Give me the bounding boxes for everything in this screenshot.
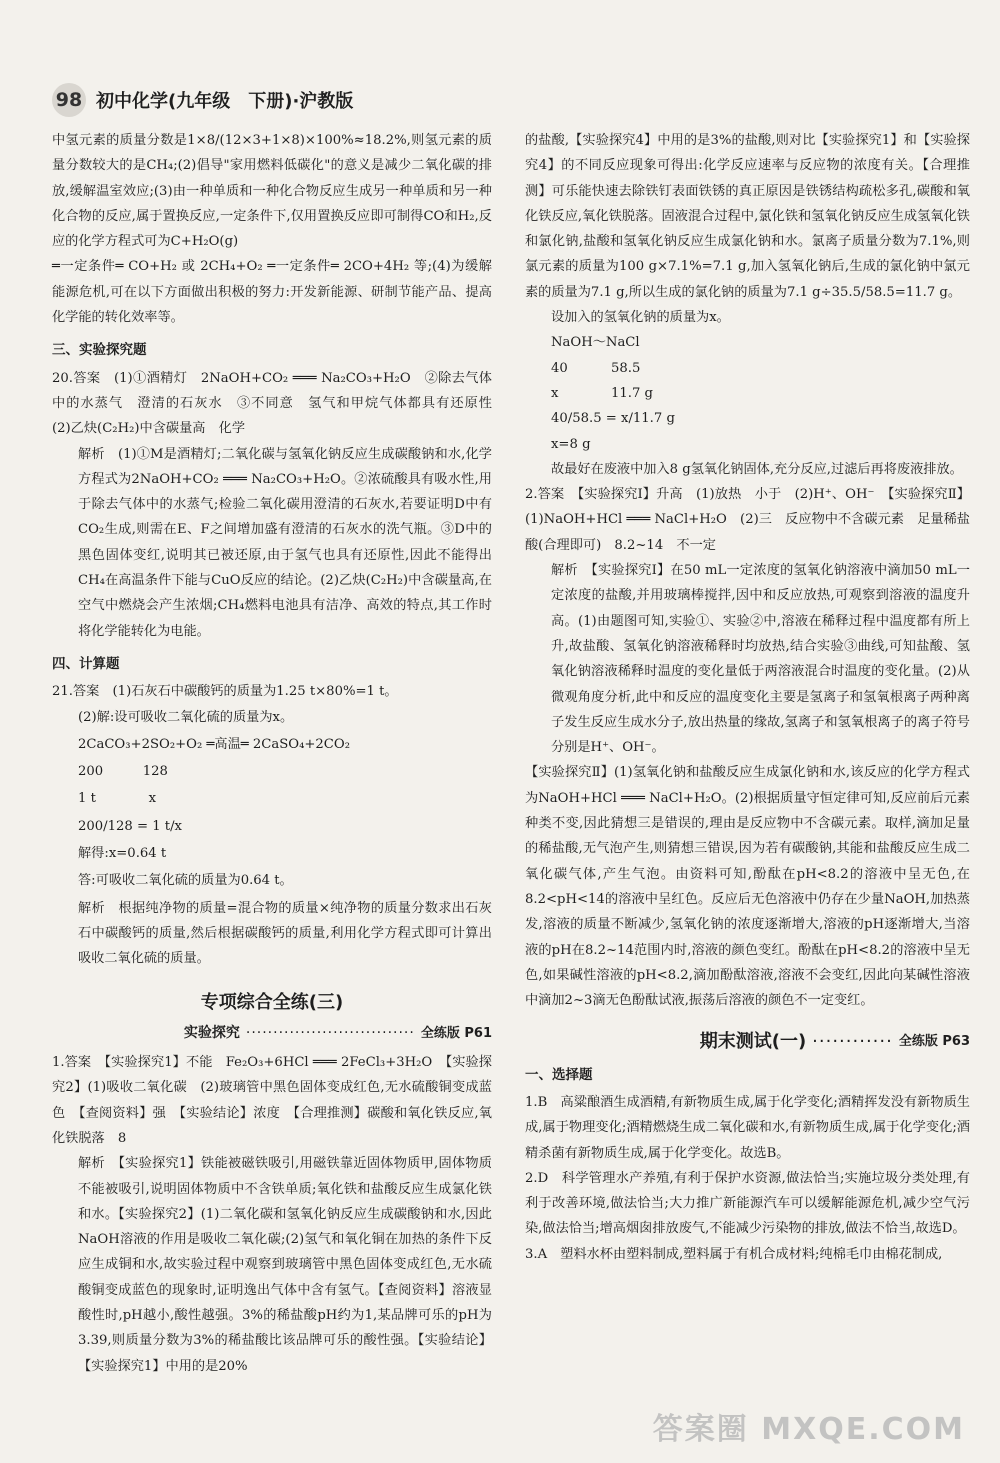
calc-cell: NaOH～NaCl bbox=[551, 335, 640, 351]
page-header bbox=[52, 80, 353, 120]
equation: 2CaCO₃+2SO₂+O₂ ═高温═ 2CaSO₄+2CO₂ bbox=[78, 736, 350, 752]
answer-20: 20.答案 (1)①酒精灯 2NaOH+CO₂ ═══ Na₂CO₃+H₂O ②除去气体中的水蒸气 澄清的石灰水 ③不同意 氢气和甲烷气体都具有还原性 (2)乙炔(C₂H₂)中含碳量高 化学 bbox=[52, 370, 506, 437]
answer-21-part2: (2)解:设可吸收二氧化硫的质量为x。 bbox=[78, 709, 294, 725]
calc-cell: 40 bbox=[551, 360, 568, 376]
right-column bbox=[525, 128, 970, 1267]
explanation-2-cont: 【实验探究Ⅱ】(1)氢氧化钠和盐酸反应生成氯化钠和水,该反应的化学方程式为NaOH+HCl ═══ NaCl+H₂O。(2)根据质量守恒定律可知,反应前后元素种类不变,因此猜想三是错误的,理由是反应物中不含碳元素。取样,滴加足量的稀盐酸,无气泡产生,则猜想三错误,因为若有碳酸钠,其能和盐酸反应生成二氧化碳气体,产生气泡。由资料可知,酚酞在pH<8.2的溶液中呈无色,在8.2<pH<14的溶液中呈红色。反应后无色溶液中仍存在少量NaOH,加热蒸发,溶液的质量不断减少,氢氧化钠的浓度逐渐增大,溶液的pH逐渐增大,当溶液的pH在8.2~14范围内时,溶液的颜色变红。酚酞在pH<8.2的溶液中呈无色,如果碱性溶液的pH<8.2,滴加酚酞溶液,溶液不会变红,因此向某碱性溶液中滴加2~3滴无色酚酞试液,振荡后溶液的颜色不一定变红。 bbox=[525, 765, 970, 1009]
paragraph: 的盐酸,【实验探究4】中用的是3%的盐酸,则对比【实验探究1】和【实验探究4】的不同反应现象可得出:化学反应速率与反应物的浓度有关。【合理推测】可乐能快速去除铁钉表面铁锈的真正原因是铁锈结构疏松多孔,碳酸和氧化铁反应,氧化铁脱落。固液混合过程中,氯化铁和氢氧化钠反应生成氢氧化铁和氯化钠,盐酸和氢氧化钠反应生成氯化钠和水。氯离子质量分数为7.1%,则氯元素的质量为100 g×7.1%=7.1 g,加入氢氧化钠后,生成的氯化钠中氯元素的质量为7.1 g,所以生成的氯化钠的质量为7.1 g÷35.5/58.5=11.7 g。 bbox=[525, 133, 970, 300]
calc-cell: 11.7 g bbox=[611, 385, 653, 401]
section-heading: 一、选择题 bbox=[525, 1066, 593, 1083]
page-ref: 全练版 P61 bbox=[420, 1025, 492, 1041]
explanation-2: 解析 【实验探究Ⅰ】在50 mL一定浓度的氢氧化钠溶液中滴加50 mL一定浓度的盐酸,并用玻璃棒搅拌,因中和反应放热,可观察到溶液的温度升高。(1)由题图可知,实验①、实验②中,溶液在稀释过程中温度都有所上升,故盐酸、氢氧化钠溶液稀释时均放热,结合实验③曲线,可知盐酸、氢氧化钠溶液稀释时温度的变化量低于两溶液混合时温度的变化量。(2)从微观角度分析,此中和反应的温度变化主要是氢离子和氢氧根离子两种离子发生反应生成水分子,放出热量的缘故,氢离子和氢氧根离子的离子符号分别是H⁺、OH⁻。 bbox=[551, 563, 970, 756]
equation: 1 t x bbox=[78, 791, 157, 807]
book-title: 初中化学(九年级 下册)·沪教版 bbox=[96, 91, 354, 112]
chapter-title bbox=[525, 1029, 970, 1054]
watermark-logo: 答案圈 MXQE.COM bbox=[652, 1412, 965, 1447]
explanation-20: 解析 (1)①M是酒精灯;二氧化碳与氢氧化钠反应生成碳酸钠和水,化学方程式为2NaOH+CO₂ ═══ Na₂CO₃+H₂O。②浓硫酸具有吸水性,用于除去气体中的水蒸气;检验二氧化碳用澄清的石灰水,若要证明D中有CO₂生成,则需在E、F之间增加盛有澄清的石灰水的洗气瓶。③D中的黑色固体变红,说明其已被还原,由于氢气也具有还原性,因此不能得出CH₄在高温条件下能与CuO反应的结论。(2)乙炔(C₂H₂)中含碳量高,在空气中燃烧会产生浓烟;CH₄燃料电池具有洁净、高效的特点,其工作时将化学能转化为电能。 bbox=[78, 446, 492, 639]
explanation-21: 解析 根据纯净物的质量=混合物的质量×纯净物的质量分数求出石灰石中碳酸钙的质量,然后根据碳酸钙的质量,利用化学方程式即可计算出吸收二氧化硫的质量。 bbox=[78, 900, 492, 967]
section-heading: 三、实验探究题 bbox=[52, 342, 147, 359]
answer-mc-2: 2.D 科学管理水产养殖,有利于保护水资源,做法恰当;实施垃圾分类处理,有利于改善环境,做法恰当;大力推广新能源汽车可以缓解能源危机,减少空气污染,做法恰当;增高烟囱排放废气,不能减少污染物的排放,做法不恰当,故选D。 bbox=[525, 1170, 970, 1237]
chapter-label: 期末测试(一) bbox=[699, 1031, 807, 1053]
equation: 答:可吸收二氧化硫的质量为0.64 t。 bbox=[78, 873, 293, 889]
explanation-1: 解析 【实验探究1】铁能被磁铁吸引,用磁铁靠近固体物质甲,固体物质不能被吸引,说明固体物质中不含铁单质;氧化铁和盐酸反应生成氯化铁和水。【实验探究2】(1)二氧化碳和氢氧化钠反应生成碳酸钠和水,因此NaOH溶液的作用是吸收二氧化碳;(2)氢气和氧化铜在加热的条件下反应生成铜和水,故实验过程中观察到玻璃管中黑色固体变成红色,无水硫酸铜变成蓝色的现象时,证明逸出气体中含有氢气。【查阅资料】溶液显酸性时,pH越小,酸性越强。3%的稀盐酸pH约为1,某品牌可乐的pH为3.39,则质量分数为3%的稀盐酸比该品牌可乐的酸性强。【实验结论】【实验探究1】中用的是20% bbox=[78, 1156, 492, 1374]
subsection-label: 实验探究 bbox=[183, 1024, 240, 1041]
answer-mc-3: 3.A 塑料水杯由塑料制成,塑料属于有机合成材料;纯棉毛巾由棉花制成, bbox=[525, 1246, 943, 1262]
equation: 解得:x=0.64 t bbox=[78, 846, 167, 862]
paragraph: ═一定条件═ CO+H₂ 或 2CH₄+O₂ ═一定条件═ 2CO+4H₂ 等;(4)为缓解能源危机,可在以下方面做出积极的努力:开发新能源、研制节能产品、提高化学能的转化效率等。 bbox=[52, 259, 492, 326]
page-ref: 全练版 P63 bbox=[898, 1034, 970, 1050]
paragraph: 设加入的氢氧化钠的质量为x。 bbox=[551, 310, 730, 326]
equation: 200/128 = 1 t/x bbox=[78, 818, 182, 834]
left-column bbox=[52, 128, 506, 1379]
leader-dots: ············ bbox=[812, 1031, 893, 1053]
paragraph: 故最好在废液中加入8 g氢氧化钠固体,充分反应,过滤后再将废液排放。 bbox=[551, 461, 963, 477]
calc-cell: 40/58.5 = x/11.7 g bbox=[551, 411, 675, 427]
chapter-title: 专项综合全练(三) bbox=[200, 991, 344, 1013]
answer-mc-1: 1.B 高粱酿酒生成酒精,有新物质生成,属于化学变化;酒精挥发没有新物质生成,属于物理变化;酒精燃烧生成二氧化碳和水,有新物质生成,属于化学变化;酒精杀菌有新物质生成,属于化学变化。故选B。 bbox=[525, 1094, 970, 1161]
calc-cell: 58.5 bbox=[611, 360, 641, 376]
leader-dots: ······························· bbox=[245, 1024, 415, 1041]
section-heading: 四、计算题 bbox=[52, 655, 120, 672]
calc-cell: x bbox=[551, 385, 559, 401]
answer-1: 1.答案 【实验探究1】不能 Fe₂O₃+6HCl ═══ 2FeCl₃+3H₂O 【实验探究2】(1)吸收二氧化碳 (2)玻璃管中黑色固体变成红色,无水硫酸铜变成蓝色 【查阅资料】强 【实验结论】浓度 【合理推测】碳酸和氧化铁反应,氧化铁脱落 8 bbox=[52, 1055, 492, 1146]
calc-cell: x=8 g bbox=[551, 436, 591, 452]
calc-table bbox=[525, 330, 970, 456]
answer-2: 2.答案 【实验探究Ⅰ】升高 (1)放热 小于 (2)H⁺、OH⁻ 【实验探究Ⅱ】(1)NaOH+HCl ═══ NaCl+H₂O (2)三 反应物中不含碳元素 足量稀盐酸(合理即可) 8.2~14 不一定 bbox=[525, 487, 970, 553]
paragraph: 中氢元素的质量分数是1×8/(12×3+1×8)×100%≈18.2%,则氢元素的质量分数较大的是CH₄;(2)倡导"家用燃料低碳化"的意义是减少二氧化碳的排放,缓解温室效应;(3)由一种单质和一种化合物反应生成另一种单质和另一种化合物的反应,属于置换反应,一定条件下,仅用置换反应即可制得CO和H₂,反应的化学方程式可为C+H₂O(g) bbox=[52, 133, 492, 250]
equation: 200 128 bbox=[78, 764, 168, 780]
page-number: 98 bbox=[52, 83, 86, 117]
answer-21: 21.答案 (1)石灰石中碳酸钙的质量为1.25 t×80%=1 t。 bbox=[52, 684, 398, 700]
subsection-title bbox=[52, 1021, 492, 1046]
